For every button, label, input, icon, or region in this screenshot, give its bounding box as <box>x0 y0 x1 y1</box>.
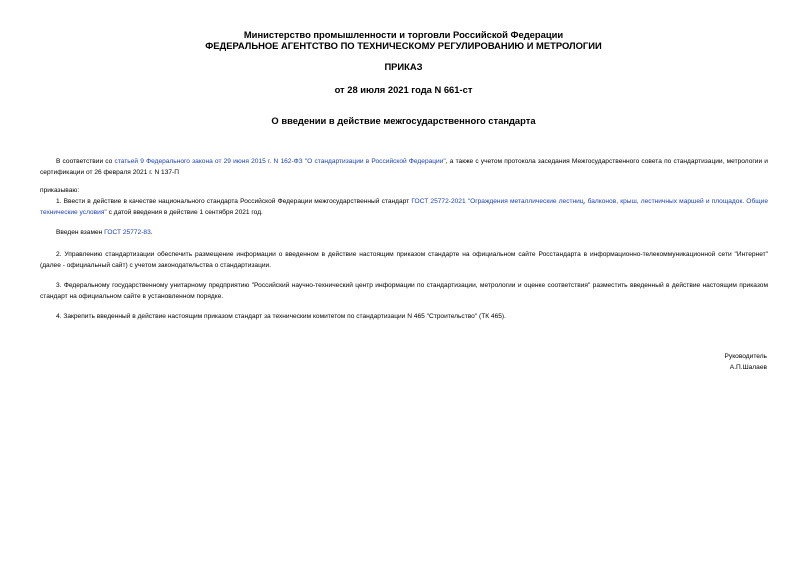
item-1-text-1: 1. Ввести в действие в качестве национального стандарта Российской Федерации межгосударственный стандарт <box>56 198 412 205</box>
preamble-text-1: В соответствии со <box>56 158 115 165</box>
preamble-paragraph <box>40 156 768 178</box>
agency-title: ФЕДЕРАЛЬНОЕ АГЕНТСТВО ПО ТЕХНИЧЕСКОМУ РЕГУЛИРОВАНИЮ И МЕТРОЛОГИИ <box>205 40 602 51</box>
order-subject: О введении в действие межгосударственного стандарта <box>271 115 536 126</box>
item-2-paragraph: 2. Управлению стандартизации обеспечить размещение информации о введенном в действие настоящим приказом стандарте на официальном сайте Росстандарта в информационно-телекоммуникационной сети "Интернет" (далее - официальный сайт) с учетом законодательства о стандартизации. <box>40 251 768 269</box>
ministry-title: Министерство промышленности и торговли Российской Федерации <box>243 29 564 40</box>
item-1-text-2: с датой введения в действие 1 сентября 2021 год. <box>106 209 263 216</box>
item-3-paragraph: 3. Федеральному государственному унитарному предприятию "Российский научно-технический центр информации по стандартизации, метрологии и оценке соответствия" разместить введенный в действие настоящим приказом стандарт на официальном сайте в установленном порядке. <box>40 282 768 300</box>
replaced-text-1: Введен взамен <box>56 229 105 236</box>
replaced-paragraph <box>40 227 768 238</box>
replaced-text-2: . <box>150 229 153 236</box>
preamble-text-2: , а также с учетом протокола заседания Межгосударственного совета по стандартизации, метрологии и сертификации от 26 февраля 2021 г. N 137-П <box>40 158 768 176</box>
gost-2021-link[interactable]: ГОСТ 25772-2021 "Ограждения металлические лестниц, балконов, крыш, лестничных маршей и площадок. Общие технические условия" <box>40 198 768 216</box>
item-1-paragraph <box>40 196 768 218</box>
item-4-paragraph: 4. Закрепить введенный в действие настоящим приказом стандарт за техническим комитетом по стандартизации N 465 "Строительство" (ТК 465). <box>56 313 506 320</box>
order-date-number: от 28 июля 2021 года N 661-ст <box>334 84 473 95</box>
order-title: ПРИКАЗ <box>384 61 423 72</box>
signatory-name: А.П.Шалаев <box>729 364 767 371</box>
signatory-position: Руководитель <box>724 353 767 360</box>
law-link[interactable]: статьей 9 Федерального закона от 29 июня 2015 г. N 162-ФЗ "О стандартизации в Российской Федерации" <box>114 158 446 165</box>
gost-83-link[interactable]: ГОСТ 25772-83 <box>104 229 151 236</box>
order-word: приказываю: <box>40 187 80 194</box>
